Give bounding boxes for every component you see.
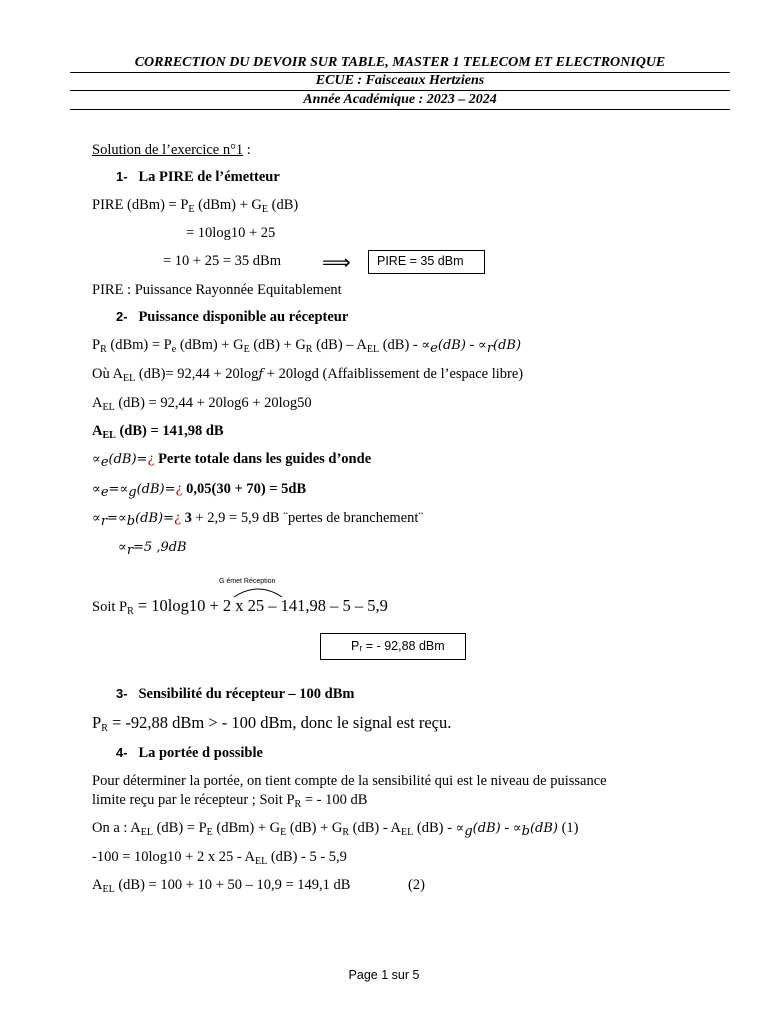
section-2-heading: 2- Puissance disponible au récepteur: [116, 309, 349, 325]
header-title: CORRECTION DU DEVOIR SUR TABLE, MASTER 1 TELECOM ET ELECTRONIQUE: [134, 55, 666, 70]
ael-substitution: $A_{EL}$ (dB) = 92,44 + 20log6 + 20log50: [92, 395, 312, 413]
gain-annotation: G émet Réception: [219, 578, 276, 585]
equation-number: (2): [408, 877, 425, 893]
header-course: ECUE : Faisceaux Hertziens: [315, 73, 485, 88]
pire-definition: PIRE : Puissance Rayonnée Equitablement: [92, 282, 342, 298]
pire-step-1: = 10log10 + 25: [186, 225, 276, 241]
page-footer: Page 1 sur 5: [348, 968, 420, 982]
header-rule: [70, 90, 730, 91]
header-year: Année Académique : 2023 – 2024: [303, 92, 497, 107]
range-paragraph-line-1: Pour déterminer la portée, on tient compte de la sensibilité qui est le niveau de puissance: [92, 773, 607, 789]
ael-balance-equation: On a : $A_{EL}$ $(dB) = P_E$ $(dBm) + G_E$ $(dB) + G_R$ $(dB) - A_{EL}$ (dB) - ∝g(dB) - ∝b(dB) (1): [92, 820, 579, 839]
ael-final-result: $A_{EL}$ (dB) = 100 + 10 + 50 – 10,9 = 149,1 dB: [92, 877, 351, 895]
numeric-substitution: -100 = 10log10 + 2 x $25 - A_{EL}$ (dB) - 5 - 5,9: [92, 849, 347, 867]
pr-calculation: Soit $P_R = 10\log 10 + 2$ x 25 – 141,98 – 5 – 5,9: [92, 596, 388, 617]
pire-equation: PIRE $(dBm) = P_E$ $(dBm) + G_E$ (dB): [92, 197, 299, 215]
section-4-heading: 4- La portée d possible: [116, 745, 263, 761]
pire-result-box: PIRE = 35 dBm: [368, 250, 485, 274]
receiver-loss-result: ∝r=5 ,9dB: [118, 540, 187, 558]
emitter-loss-equation: ∝e=∝g(dB)=¿ 0,05(30 + 70) = 5dB: [92, 481, 307, 500]
section-3-heading: 3- Sensibilité du récepteur – 100 dBm: [116, 686, 355, 702]
header-rule: [70, 109, 730, 110]
section-1-heading: 1- La PIRE de l’émetteur: [116, 169, 280, 185]
sensitivity-statement: $P_R = -92,88$ dBm > - 100 dBm, donc le signal est reçu.: [92, 713, 452, 734]
ael-formula: Où $A_{EL}$ (dB)= 92,44 + 20logf + 20logd (Affaiblissement de l’espace libre): [92, 366, 524, 384]
guide-loss-definition: ∝e(dB)=¿ Perte totale dans les guides d’onde: [92, 451, 372, 470]
solution-title: Solution de l’exercice n°1 :: [92, 142, 251, 158]
pr-result-box: Pᵣ = - 92,88 dBm: [320, 633, 466, 660]
pire-step-2: = 10 + 25 = 35 dBm: [163, 253, 281, 269]
implies-arrow-icon: ⟹: [322, 250, 351, 274]
ael-result: $A_{EL}$ (dB) = 141,98 dB: [92, 423, 224, 441]
range-paragraph-line-2: limite reçu par le récepteur ; Soit $P_R$ = - 100 dB: [92, 792, 368, 810]
pr-equation: $P_R$ $(dBm) = P_e$ $(dBm) + G_E$ $(dB) + G_R$ $(dB) - A_{EL}$ (dB) - ∝e(dB) - ∝r(dB): [92, 337, 522, 356]
receiver-loss-equation: ∝r=∝b(dB)=¿ 3 + 2,9 = 5,9 dB ¨pertes de branchement¨: [92, 510, 424, 529]
